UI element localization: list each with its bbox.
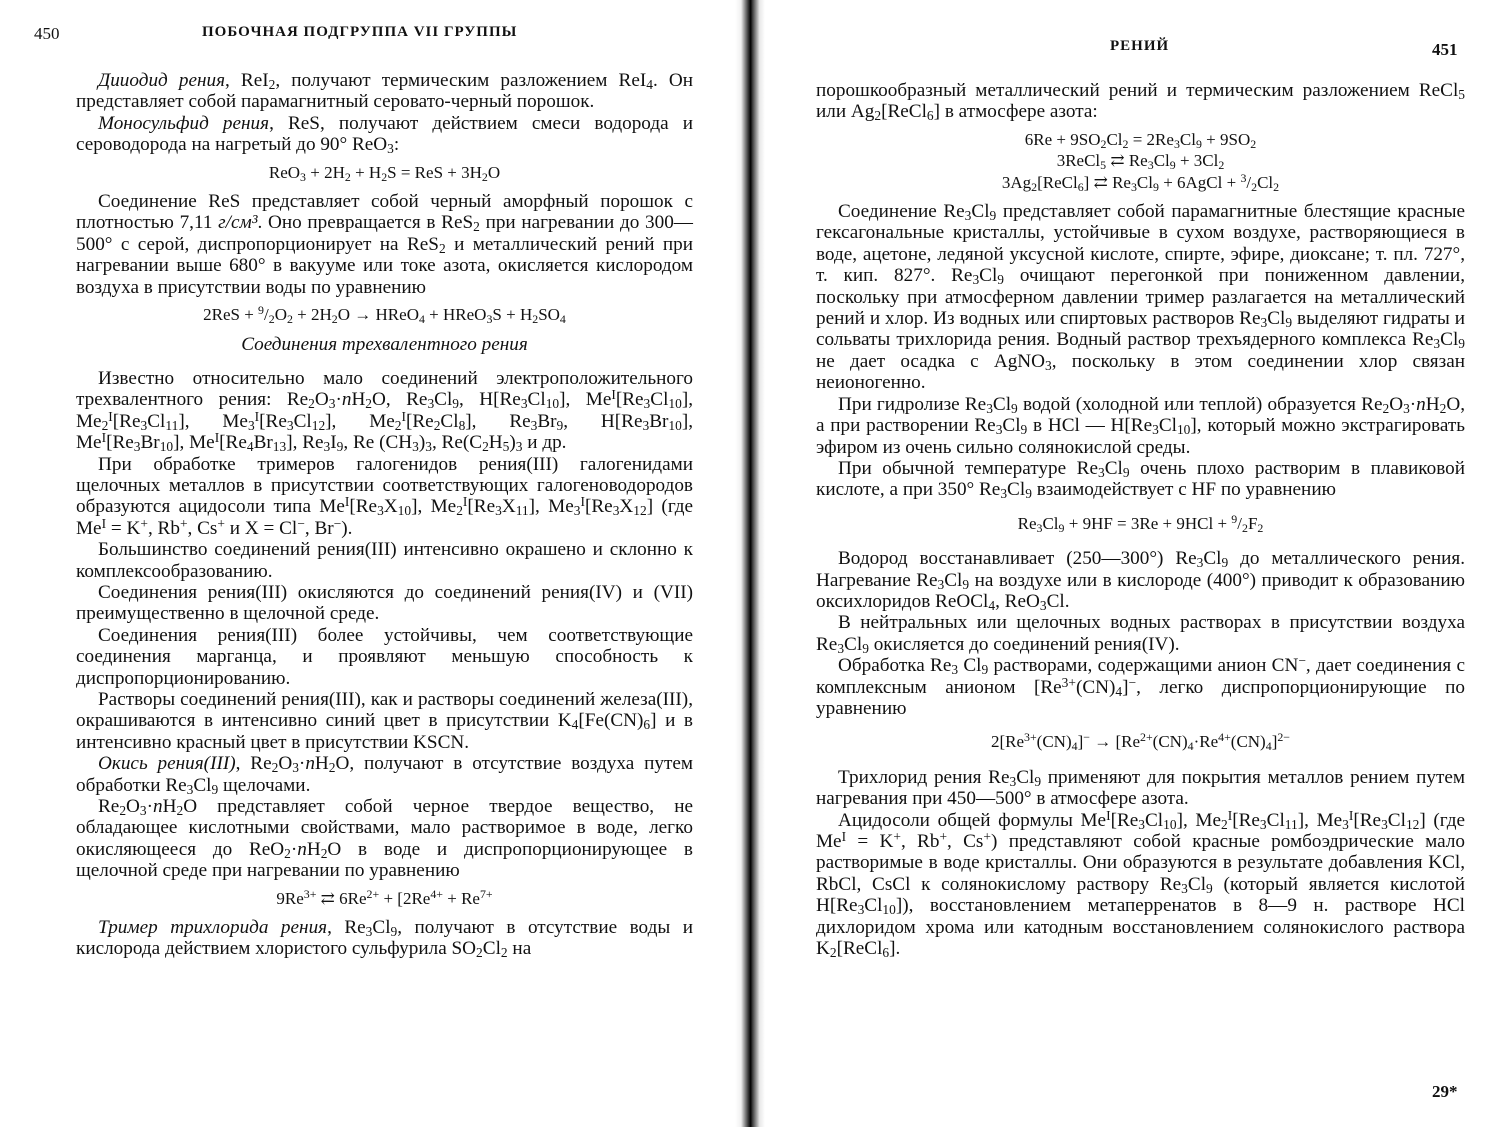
left-page — [0, 0, 735, 1127]
running-head-right: РЕНИЙ — [1110, 38, 1170, 54]
paragraph: В нейтральных или щелочных водных растворах в присутствии воздуха $Re_3Cl_9$ окисляется до соединений рения(IV). — [816, 612, 1465, 656]
page-number-right: 451 — [1432, 40, 1458, 59]
paragraph: Обработка $Re_3$ $Cl_9$ растворами, содержащими анион CN−, дает соединения с комплексным анионом $[Re^{3+}(CN)_4]^-$, легко диспропорционирующие по уравнению — [816, 653, 1466, 719]
book-spine — [735, 0, 765, 1127]
equation: $9Re^{3+}$ ⇄ $6Re^{2+} + [2Re^{4+} + Re^{7+}$ — [276, 886, 493, 908]
paragraph: Большинство соединений рения(III) интенсивно окрашено и склонно к комплексообразованию. — [76, 539, 693, 582]
section-heading: Соединения трехвалентного рения — [241, 334, 528, 356]
paragraph: Окись рения(III), $Re_2O_3\cdot nH_2O$, получают в отсутствие воздуха путем обработки $Re_3Cl_9$ щелочами. — [76, 753, 693, 797]
paragraph: Растворы соединений рения(III), как и растворы соединений железа(III), окрашиваются в интенсивно синий цвет в присутствии $K_4[Fe(CN)_6]$ и в интенсивно красный цвет в присутствии KSCN. — [76, 688, 693, 753]
paragraph: Трихлорид рения $Re_3Cl_9$ применяют для покрытия металлов рением путем нагревания при 450—500° в атмосфере азота. — [816, 766, 1465, 810]
paragraph: $Re_2O_3\cdot nH_2O$ представляет собой черное твердое вещество, не обладающее кислотными свойствами, мало растворимое в воде, легко окисляющееся до $ReO_2\cdot nH_2O$ в воде и диспропорционирующее в щелочной среде при нагревании по уравнению — [76, 796, 693, 882]
signature-mark: 29* — [1432, 1082, 1458, 1101]
equation: $6Re + 9SO_2Cl_2 = 2Re_3Cl_9 + 9SO_2$ 3ReCl$_5$ ⇄ $Re_3Cl_9 + 3Cl_2$ $3Ag_2[ReCl_6]$ ⇄ $Re_3Cl_9$ + 6AgCl + $^3/_2Cl_2$ — [1001, 129, 1280, 194]
paragraph: Известно относительно мало соединений электроположительного трехвалентного рения: $Re_2O_3\cdot nH_2O$, $Re_3Cl_9$, $H[Re_3Cl_{10}]$, $Me^I[Re_3Cl_{10}]$, $Me_2^I[Re_3Cl_{11}]$, $Me_3^I[Re_3Cl_{12}]$, $Me_2^I[Re_2Cl_8]$, $Re_3Br_9$, $H[Re_3Br_{10}]$, $Me^I[Re_3Br_{10}]$, $Me^I[Re_4Br_{13}]$, $Re_3I_9$, Re $(CH_3)_3$, $Re(C_2H_5)_3$ и др. — [76, 367, 694, 455]
right-text-column — [816, 80, 1465, 959]
page-number-left: 450 — [34, 24, 60, 43]
paragraph: Дииодид рения, ReI$_2$, получают термическим разложением ReI$_4$. Он представляет собой парамагнитный серовато-черный порошок. — [76, 70, 694, 113]
left-text-column — [76, 70, 693, 960]
paragraph: Соединения рения(III) более устойчивы, чем соответствующие соединения марганца, и проявляют меньшую способность к диспропорционированию. — [76, 624, 693, 689]
paragraph: Тример трихлорида рения, $Re_3Cl_9$, получают в отсутствие воды и кислорода действием хлористого сульфурила $SO_2Cl_2$ на — [76, 917, 693, 961]
paragraph: Соединение $Re_3Cl_9$ представляет собой парамагнитные блестящие красные гексагональные кристаллы, устойчивые в сухом воздухе, растворяющиеся в воде, ацетоне, ледяной уксусной кислоте, спирте, эфире, диоксане; т. пл. 727°, т. кип. 827°. $Re_3Cl_9$ очищают перегонкой при пониженном давлении, поскольку при атмосферном давлении тример разлагается на металлический рений и хлор. Из водных или спиртовых растворов $Re_3Cl_9$ выделяют гидраты и сольваты трихлорида рения. Водный раствор трехъядерного комплекса $Re_3Cl_9$ не дает осадка с AgNO$_3$, поскольку в этом соединении хлор связан неионогенно. — [816, 201, 1465, 394]
paragraph: Соединение ReS представляет собой черный аморфный порошок с плотностью 7,11 г/см³. Оно превращается в ReS$_2$ при нагревании до 300—500° с серой, диспропорционирует на ReS$_2$ и металлический рений при нагревании выше 680° в вакууме или токе азота, окисляется кислородом воздуха в присутствии воды по уравнению — [76, 191, 693, 298]
equation: $2[Re^{3+}(CN)_4]^- \to [Re^{2+}(CN)_4\cdot Re^{4+}(CN)_4]^{2-}$ — [990, 730, 1291, 754]
equation: $Re_3Cl_9 + 9HF = 3Re + 9HCl + ^9/_2F_2$ — [1017, 511, 1264, 535]
paragraph: При обработке тримеров галогенидов рения(III) галогенидами щелочных металлов в присутствии соответствующих галогеноводородов образуются ацидосоли типа $Me^I[Re_3X_{10}]$, $Me_2^I[Re_3X_{11}]$, $Me_3^I[Re_3X_{12}]$ (где $Me^I = K^+$, Rb+, Cs+ и X = Cl−, Br−). — [76, 453, 694, 539]
right-page — [765, 0, 1504, 1127]
paragraph: Водород восстанавливает (250—300°) $Re_3Cl_9$ до металлического рения. Нагревание $Re_3Cl_9$ на воздухе или в кислороде (400°) приводит к образованию оксихлоридов ReOCl$_4$, ReO$_3$Cl. — [816, 548, 1466, 613]
paragraph: Соединения рения(III) окисляются до соединений рения(IV) и (VII) преимущественно в щелочной среде. — [76, 581, 693, 625]
equation: $ReO_3 + 2H_2 + H_2S$ = ReS + $3H_2O$ — [268, 162, 501, 184]
paragraph: Ацидосоли общей формулы $Me^I[Re_3Cl_{10}]$, $Me_2^I[Re_3Cl_{11}]$, $Me_3^I[Re_3Cl_{12}]$ (где $Me^I = K^+$, Rb+, Cs+) представляют собой красные ромбоэдрические мало растворимые в воде кристаллы. Они образуются в результате добавления KCl, RbCl, CsCl к солянокислому раствору $Re_3Cl_9$ (который является кислотой $H[Re_3Cl_{10}]$), восстановлением метаперренатов в 8—9 н. растворе HCl дихлоридом хрома или катодным восстановлением солянокислого раствора $K_2[ReCl_6]$. — [816, 807, 1466, 961]
paragraph: При обычной температуре $Re_3Cl_9$ очень плохо растворим в плавиковой кислоте, а при 350° $Re_3Cl_9$ взаимодействует с HF по уравнению — [816, 457, 1466, 502]
paragraph: порошкообразный металлический рений и термическим разложением ReCl$_5$ или $Ag_2[ReCl_6]$ в атмосфере азота: — [816, 80, 1465, 124]
paragraph: Моносульфид рения, ReS, получают действием смеси водорода и сероводорода на нагретый до 90° ReO$_3$: — [76, 112, 693, 157]
running-head-left: ПОБОЧНАЯ ПОДГРУППА VII ГРУППЫ — [202, 24, 518, 40]
equation: $2ReS + ^9/_2O_2 + 2H_2O$ → HReO$_4$ + HReO$_3$S + $H_2SO_4$ — [203, 303, 566, 327]
paragraph: При гидролизе $Re_3Cl_9$ водой (холодной или теплой) образуется $Re_2O_3\cdot nH_2O$, а при растворении $Re_3Cl_9$ в HCl — $H[Re_3Cl_{10}]$, который можно экстрагировать эфиром из очень сильно солянокислой среды. — [816, 393, 1466, 458]
